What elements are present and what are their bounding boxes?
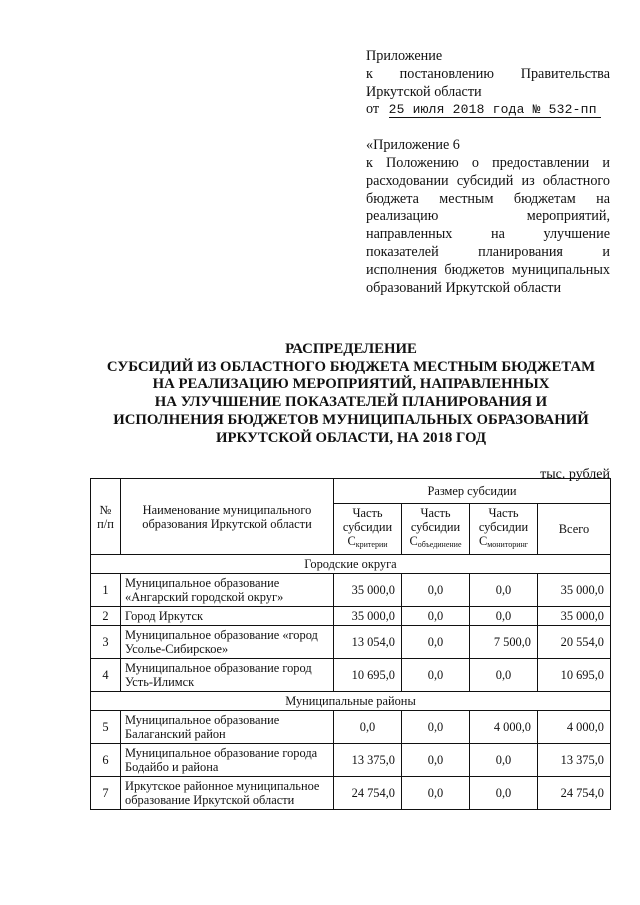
units-label: тыс. рублей [540,467,610,482]
annex-decree-ref: к постановлению Правительства [366,65,610,82]
header-subsidy-size: Размер субсидии [334,479,611,504]
subsidy-table [90,478,611,810]
annex-label: Приложение [366,48,443,64]
table-row: 5 Муниципальное образование Балаганский район 0,0 0,0 4 000,0 4 000,0 [91,711,611,744]
annex-region: Иркутской области [366,83,482,100]
table-row: 1 Муниципальное образование «Ангарский городской округ» 35 000,0 0,0 0,0 35 000,0 [91,574,611,607]
annex-date-prefix: от [366,101,380,118]
header-total: Всего [538,504,611,555]
section-municipal-districts: Муниципальные районы [91,692,611,711]
title-line-1: РАСПРЕДЕЛЕНИЕ [285,341,417,357]
annex-date-value: 25 июля 2018 года № 532-пп [389,102,601,118]
header-part-monitoring: Часть субсидии $С_{мониторинг}$ [470,504,538,555]
annex-block [366,48,610,297]
title-line-4: НА УЛУЧШЕНИЕ ПОКАЗАТЕЛЕЙ ПЛАНИРОВАНИЯ И [154,394,548,411]
annex6-body: к Положению о предоставлении и расходовании субсидий из областного бюджета местным бюджетам на реализацию мероприятий, направленных на улучшение показателей планирования и исполнения бюджетов муниципальных образований Иркутской области [366,154,610,296]
header-part-criteria: Часть субсидии $С_{критерии}$ [334,504,402,555]
table-row: 7 Иркутское районное муниципальное образование Иркутской области 24 754,0 0,0 0,0 24 754,0 [91,777,611,810]
header-name: Наименование муниципального образования Иркутской области [121,479,334,555]
title-line-5: ИСПОЛНЕНИЯ БЮДЖЕТОВ МУНИЦИПАЛЬНЫХ ОБРАЗОВАНИЙ [113,411,589,428]
table-row: 4 Муниципальное образование город Усть-Илимск 10 695,0 0,0 0,0 10 695,0 [91,659,611,692]
annex6-heading: «Приложение 6 [366,137,460,154]
title-line-2: СУБСИДИЙ ИЗ ОБЛАСТНОГО БЮДЖЕТА МЕСТНЫМ БЮДЖЕТАМ [106,358,596,375]
annex6-block [366,137,610,297]
section-city-districts: Городские округа [91,555,611,574]
header-num: № п/п [91,479,121,555]
title-line-6: ИРКУТСКОЙ ОБЛАСТИ, НА 2018 ГОД [215,429,487,446]
header-part-merge: Часть субсидии $С_{объединение}$ [402,504,470,555]
title-line-3: НА РЕАЛИЗАЦИЮ МЕРОПРИЯТИЙ, НАПРАВЛЕННЫХ [152,376,550,393]
table-row: 6 Муниципальное образование города Бодайбо и района 13 375,0 0,0 0,0 13 375,0 [91,744,611,777]
document-title [90,341,612,447]
table-row: 2 Город Иркутск 35 000,0 0,0 0,0 35 000,0 [91,607,611,626]
table-row: 3 Муниципальное образование «город Усолье-Сибирское» 13 054,0 0,0 7 500,0 20 554,0 [91,626,611,659]
annex-date-line [366,101,610,119]
